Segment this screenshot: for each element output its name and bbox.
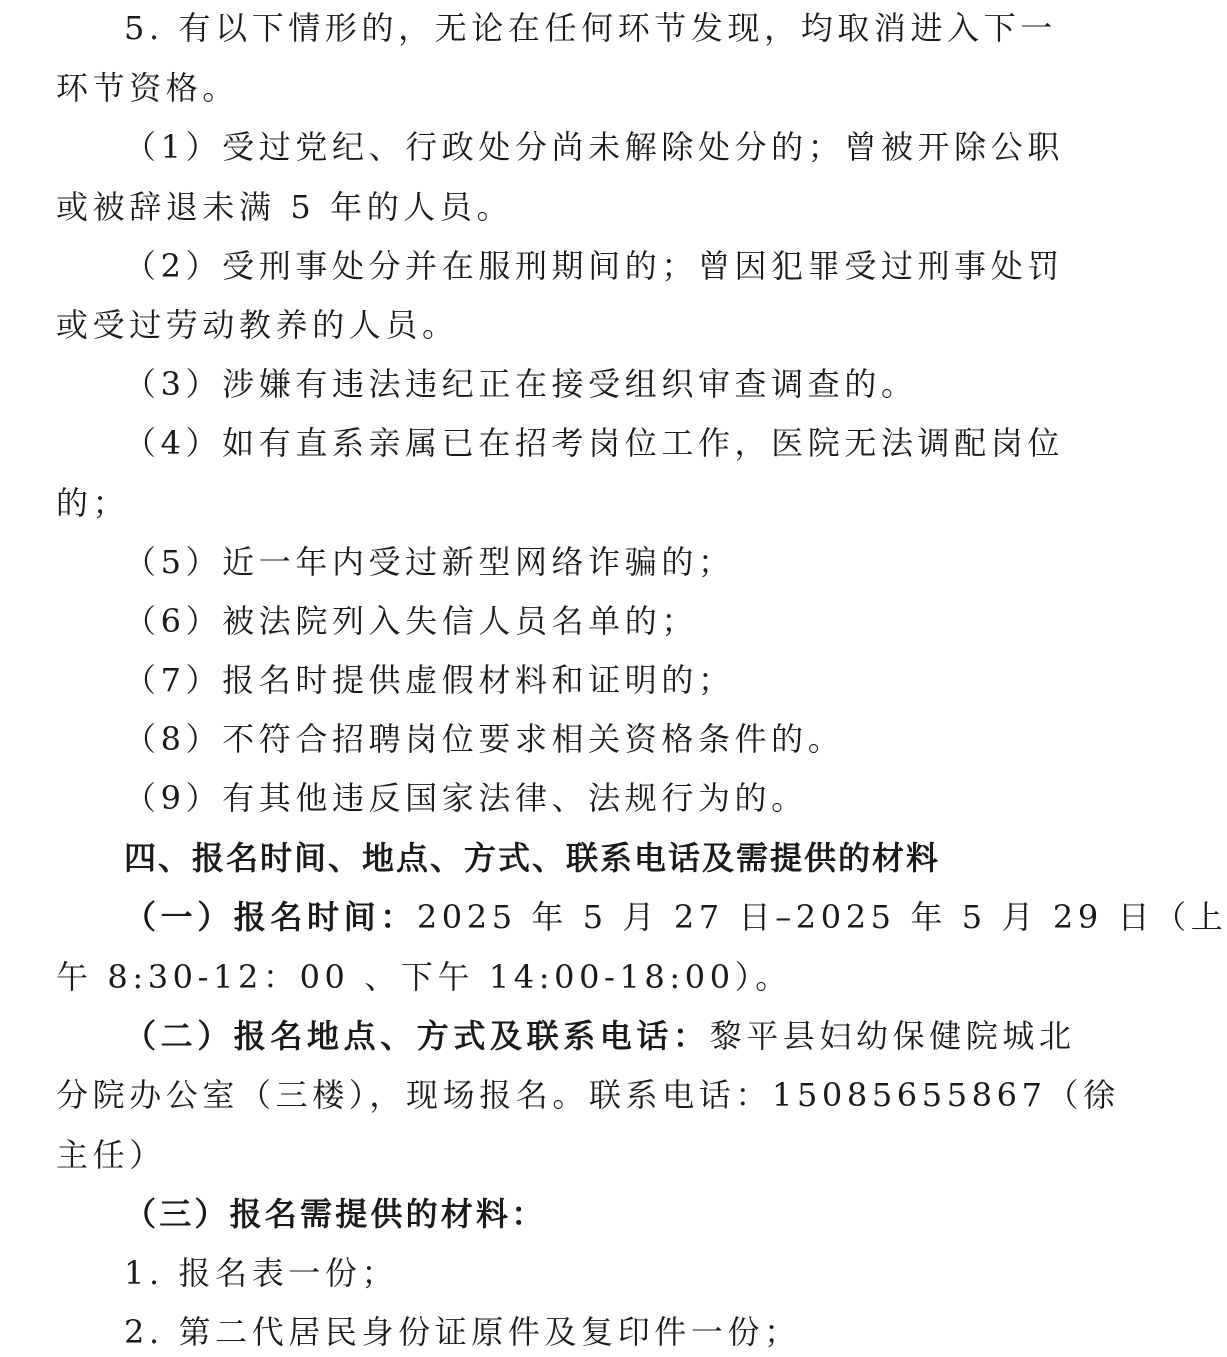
sub2-line2: 或受过劳动教养的人员。 xyxy=(56,306,459,344)
item5-line1: 5. 有以下情形的，无论在任何环节发现，均取消进入下一 xyxy=(124,9,1057,47)
reg-time-text: 2025 年 5 月 27 日–2025 年 5 月 29 日（上 xyxy=(416,898,1227,936)
reg-time-line2: 午 8:30-12：00 、下午 14:00-18:00）。 xyxy=(56,958,792,996)
reg-place-line1 xyxy=(124,1016,1076,1056)
reg-place-label: （二）报名地点、方式及联系电话： xyxy=(124,1017,710,1055)
section4-heading: 四、报名时间、地点、方式、联系电话及需提供的材料 xyxy=(124,839,941,877)
reg-place-line2: 分院办公室（三楼），现场报名。联系电话：15085655867（徐 xyxy=(56,1076,1120,1114)
sub4-line1: （4）如有直系亲属已在招考岗位工作，医院无法调配岗位 xyxy=(124,424,1064,462)
materials-heading: （三）报名需提供的材料： xyxy=(124,1195,547,1233)
sub7-line: （7）报名时提供虚假材料和证明的； xyxy=(124,661,735,699)
sub1-line1: （1）受过党纪、行政处分尚未解除处分的；曾被开除公职 xyxy=(124,128,1064,166)
sub1-line2: 或被辞退未满 5 年的人员。 xyxy=(56,188,514,226)
materials-item2: 2. 第二代居民身份证原件及复印件一份； xyxy=(124,1313,801,1351)
item5-line2: 环节资格。 xyxy=(56,69,240,107)
materials-item1: 1. 报名表一份； xyxy=(124,1254,399,1292)
sub3-line: （3）涉嫌有违法违纪正在接受组织审查调查的。 xyxy=(124,365,918,403)
sub6-line: （6）被法院列入失信人员名单的； xyxy=(124,602,698,640)
reg-place-text: 黎平县妇幼保健院城北 xyxy=(709,1017,1076,1055)
reg-time-line1 xyxy=(124,897,1227,937)
sub9-line: （9）有其他违反国家法律、法规行为的。 xyxy=(124,779,808,817)
sub8-line: （8）不符合招聘岗位要求相关资格条件的。 xyxy=(124,720,845,758)
sub2-line1: （2）受刑事处分并在服刑期间的；曾因犯罪受过刑事处罚 xyxy=(124,247,1064,285)
reg-time-label: （一）报名时间： xyxy=(124,898,417,936)
sub5-line: （5）近一年内受过新型网络诈骗的； xyxy=(124,543,735,581)
sub4-line2: 的； xyxy=(56,484,130,522)
reg-place-line3: 主任） xyxy=(56,1136,166,1174)
